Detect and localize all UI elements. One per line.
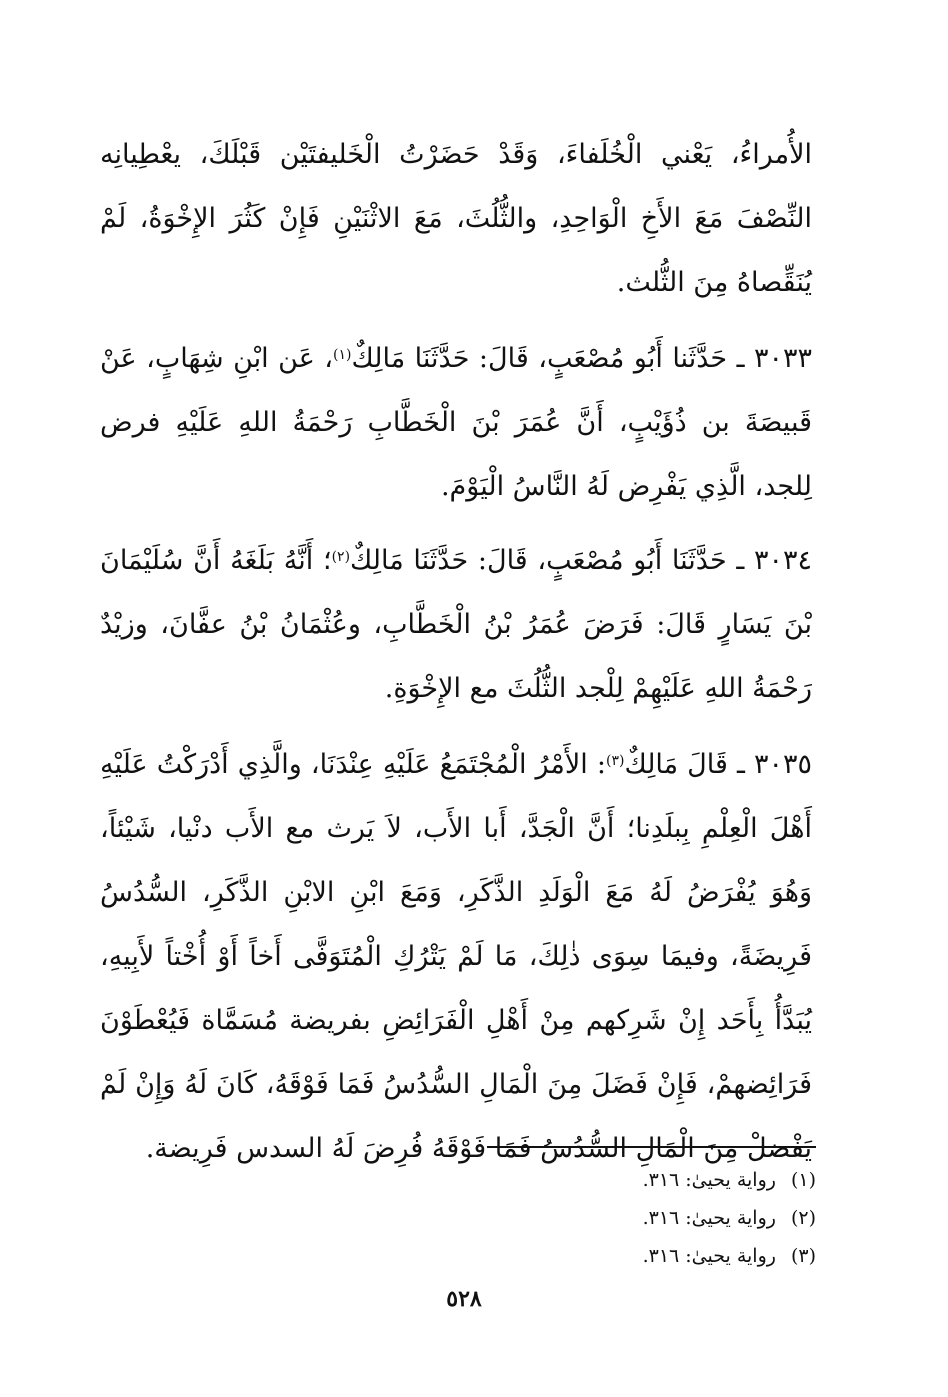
footnote-3 bbox=[500, 1237, 816, 1275]
footnote-ref-3[interactable]: (٣) bbox=[605, 753, 625, 769]
hadith-number: ٣٠٣٥ bbox=[753, 749, 812, 780]
footnote-label: (١) bbox=[790, 1169, 816, 1191]
hadith-text-part-2: ، عَن ابْنِ شِهَابٍ، عَنْ قَبيصَةَ بن ذُؤَيْبٍ، أَنَّ عُمَرَ بْنَ الْخَطَّابِ رَحْمَةُ اللهِ عَلَيْهِ فرض لِلجد، الَّذِي يَفْرِض لَهُ النَّاسُ الْيَوْمَ. bbox=[100, 343, 812, 502]
footnote-ref-1[interactable]: (١) bbox=[333, 347, 352, 363]
page-number: ٥٢٨ bbox=[446, 1286, 482, 1312]
hadith-text-part-1: ـ حَدَّثَنا أَبُو مُصْعَبٍ، قَالَ: حَدَّثَنَا مَالِكٌ bbox=[351, 343, 754, 374]
footnote-divider bbox=[487, 1146, 816, 1148]
hadith-number: ٣٠٣٣ bbox=[754, 343, 813, 374]
hadith-text-part-1: ـ قَالَ مَالِكٌ bbox=[624, 749, 754, 780]
footnote-text: رواية يحيىٰ: ٣١٦. bbox=[642, 1245, 776, 1267]
footnote-text: رواية يحيىٰ: ٣١٦. bbox=[642, 1169, 776, 1191]
footnote-ref-2[interactable]: (٢) bbox=[331, 549, 351, 565]
footnotes bbox=[500, 1161, 816, 1275]
footnote-2 bbox=[500, 1199, 816, 1237]
footnote-label: (٢) bbox=[790, 1207, 816, 1229]
footnote-label: (٣) bbox=[790, 1245, 816, 1267]
hadith-3034 bbox=[100, 529, 812, 721]
paragraph-continuation: الأُمراءُ، يَعْني الْخُلَفاءَ، وَقَدْ حَضَرْتُ الْخَليفتَيْن قَبْلَكَ، يعْطِيانِه النِّصْفَ مَعَ الأَخِ الْوَاحِدِ، والثُّلُثَ، مَعَ الاثْنَيْنِ فَإِنْ كَثُرَ الإِخْوَةُ، لَمْ يُنَقِّصاهُ مِنَ الثُّلث. bbox=[100, 139, 812, 298]
hadith-text-part-2: : الأَمْرُ الْمُجْتَمَعُ عَلَيْهِ عِنْدَنَا، والَّذِي أَدْرَكْتُ عَلَيْهِ أَهْلَ الْعِلْمِ بِبلَدِنا؛ أَنَّ الْجَدَّ، أَبا الأَب، لاَ يَرث مع الأَب دنْيا، شَيْئاً، وَهُوَ يُفْرَضُ لَهُ مَعَ الْوَلَدِ الذَّكَرِ، وَمَعَ ابْنِ الابْنِ الذَّكَرِ، السُّدُسُ فَرِيضَةً، وفيمَا سِوَى ذٰلِكَ، مَا لَمْ يَتْرُكِ الْمُتَوَفَّى أَخاً أَوْ أُخْتاً لأَبِيهِ، يُبَدَّأُ بِأَحَد إِنْ شَرِكهم مِنْ أَهْلِ الْفَرَائِضِ بفريضة مُسَمَّاة فَيُعْطَوْنَ فَرَائِضهمْ، فَإِنْ فَضَلَ مِنَ الْمَالِ السُّدُسُ فَمَا فَوْقَهُ، كَانَ لَهُ وَإِنْ لَمْ يَفْضلْ مِنَ الْمَالِ السُّدُسُ فَمَا فَوْقَهُ فُرِضَ لَهُ السدس فَرِيضة. bbox=[100, 749, 812, 1164]
hadith-number: ٣٠٣٤ bbox=[754, 545, 813, 576]
footnote-text: رواية يحيىٰ: ٣١٦. bbox=[642, 1207, 776, 1229]
hadith-text-part-1: ـ حَدَّثَنَا أَبُو مُصْعَبٍ، قَالَ: حَدَّثَنَا مَالِكٌ bbox=[350, 545, 754, 576]
book-page bbox=[100, 96, 828, 1386]
hadith-3035 bbox=[100, 733, 812, 1181]
footnote-1 bbox=[500, 1161, 816, 1199]
hadith-text-part-2: ؛ أَنَّهُ بَلَغَهُ أَنَّ سُلَيْمَانَ بْنَ يَسَارٍ قَالَ: فَرَضَ عُمَرُ بْنُ الْخَطَّابِ، وعُثْمَانُ بْنُ عفَّانَ، وزيْدٌ رَحْمَةُ اللهِ عَلَيْهِمْ لِلْجد الثُّلُثَ مع الإِخْوَةِ. bbox=[100, 545, 812, 704]
hadith-3033 bbox=[100, 327, 812, 519]
